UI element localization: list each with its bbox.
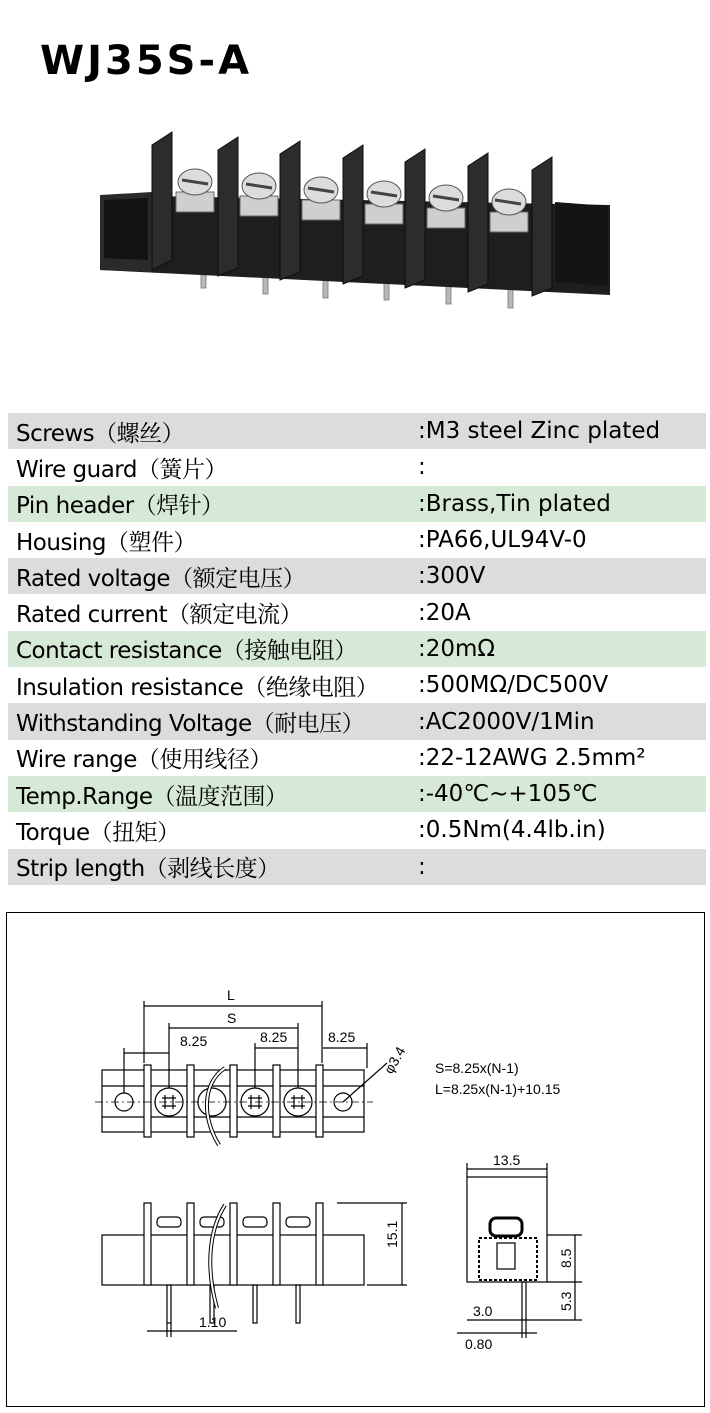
spec-label: Withstanding Voltage（耐电压） [16,711,365,738]
spec-value: :-40℃~+105℃ [418,781,598,808]
spec-row [8,740,706,776]
spec-row [8,413,706,449]
spec-row [8,594,706,630]
spec-label: Torque（扭矩） [16,819,180,846]
screw-terminal [427,185,465,228]
spec-value: :300V [418,563,486,590]
spec-row [8,667,706,703]
right-mount-hole [555,202,608,286]
spec-label: Wire range（使用线径） [16,747,272,774]
spec-row [8,849,706,885]
spec-value: :500MΩ/DC500V [418,672,609,699]
barrier [280,141,300,280]
dim-pin-width: 1.10 [199,1314,227,1330]
barrier [532,157,552,296]
barrier [218,137,238,276]
spec-label: Strip length（剥线长度） [16,856,280,883]
page-title: WJ35S-A [40,38,253,84]
spec-value: :20A [418,599,471,626]
technical-drawing [6,912,705,1407]
dim-side-pin: 5.3 [558,1291,574,1311]
spec-value: :M3 steel Zinc plated [418,418,661,445]
spec-label: Screws（螺丝） [16,420,185,447]
spec-label: Wire guard（簧片） [16,456,227,483]
spec-value: : [418,454,426,481]
formula-S: S=8.25x(N-1) [435,1060,519,1076]
spec-row [8,812,706,848]
spec-table [8,413,706,885]
screw-terminal [490,189,528,232]
barrier [405,149,425,288]
drawing-svg [7,913,706,1408]
spec-value: : [418,853,426,880]
spec-value: :0.5Nm(4.4lb.in) [418,817,606,844]
spec-value: :Brass,Tin plated [418,490,611,517]
spec-label: Rated current（额定电流） [16,602,303,629]
barrier [343,145,363,284]
screw-terminal [365,181,403,224]
formula-L: L=8.25x(N-1)+10.15 [435,1081,561,1097]
left-mount-hole [104,198,148,260]
spec-label: Pin header（焊针） [16,493,224,520]
dim-pitch-2: 8.25 [260,1029,288,1045]
spec-row [8,486,706,522]
screw-terminal [240,173,278,216]
product-photo [0,120,710,320]
dim-S: S [227,1010,237,1026]
side-pin [522,1282,526,1320]
screw-terminal [176,169,214,212]
barrier [468,153,488,292]
spec-row [8,703,706,739]
dim-side-pin-thk: 0.80 [465,1336,493,1352]
dim-height: 15.1 [384,1220,400,1248]
screw-terminal [302,177,340,220]
dim-side-width: 13.5 [493,1152,521,1168]
spec-value: :22-12AWG 2.5mm² [418,744,646,771]
spec-label: Housing（塑件） [16,529,196,556]
dim-side-upper: 8.5 [558,1248,574,1268]
spec-value: :PA66,UL94V-0 [418,527,587,554]
spec-label: Insulation resistance（绝缘电阻） [16,674,379,701]
dim-hole-dia: φ3.4 [380,1043,409,1077]
spec-label: Rated voltage（额定电压） [16,565,306,592]
dim-pitch-3: 8.25 [328,1029,356,1045]
dim-pitch-1: 8.25 [180,1033,208,1049]
spec-label: Temp.Range（温度范围） [16,783,288,810]
spec-row [8,558,706,594]
spec-row [8,522,706,558]
dim-side-offset: 3.0 [473,1303,493,1319]
spec-row [8,631,706,667]
barrier [152,132,172,270]
spec-row [8,776,706,812]
dim-L: L [227,987,235,1003]
spec-row [8,449,706,485]
spec-value: :20mΩ [418,635,495,662]
spec-label: Contact resistance（接触电阻） [16,638,357,665]
spec-value: :AC2000V/1Min [418,708,595,735]
